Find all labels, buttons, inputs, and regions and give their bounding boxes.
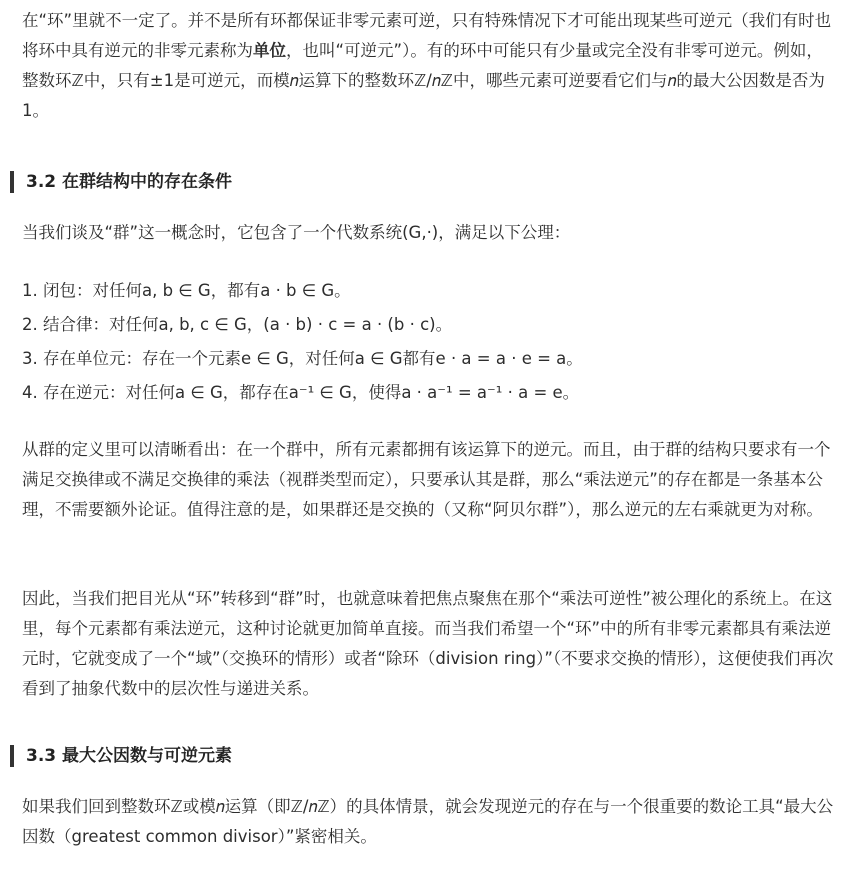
intro-text-1: 在“环”里就不一定了。并不是所有环都保证非零元素可逆，只有特殊情况下才可能出现某些可逆元（我们有时也将环中具有逆元的非零元素称为 — [22, 11, 832, 60]
section-3-2-heading: 3.2 在群结构中的存在条件 — [10, 171, 232, 193]
section-3-3-paragraph: 如果我们回到整数环ℤ或模𝑛运算（即ℤ/𝑛ℤ）的具体情景，就会发现逆元的存在与一个很重要的数论工具“最大公因数（greatest common divisor）”紧密相关。 — [22, 797, 834, 846]
axiom-item-identity: 3. 存在单位元：存在一个元素e ∈ G，对任何a ∈ G都有e · a = a · e = a。 — [22, 349, 583, 368]
intro-text-2: ，也叫“可逆元”）。有的环中可能只有少量或完全没有非零可逆元。例如，整数环ℤ中，只有±1是可逆元，而模𝑛运算下的整数环ℤ/𝑛ℤ中，哪些元素可逆要看它们与𝑛的最大公因数是否为1。 — [22, 41, 825, 120]
intro-bold-term: 单位 — [253, 41, 286, 60]
group-axioms-list — [22, 274, 834, 410]
section-3-2-paragraph-1: 从群的定义里可以清晰看出：在一个群中，所有元素都拥有该运算下的逆元。而且，由于群的结构只要求有一个满足交换律或不满足交换律的乘法（视群类型而定），只要承认其是群，那么“乘法逆元”的存在都是一条基本公理，不需要额外论证。值得注意的是，如果群还是交换的（又称“阿贝尔群”），那么逆元的左右乘就更为对称。 — [22, 440, 831, 519]
axiom-item-inverse: 4. 存在逆元：对任何a ∈ G，都存在a⁻¹ ∈ G，使得a · a⁻¹ = a⁻¹ · a = e。 — [22, 383, 580, 402]
section-3-3-heading: 3.3 最大公因数与可逆元素 — [10, 745, 232, 767]
axiom-item-associativity: 2. 结合律：对任何a, b, c ∈ G，(a · b) · c = a · (b · c)。 — [22, 315, 453, 334]
intro-paragraph — [22, 6, 834, 126]
section-3-2-paragraph-2: 因此，当我们把目光从“环”转移到“群”时，也就意味着把焦点聚焦在那个“乘法可逆性”被公理化的系统上。在这里，每个元素都有乘法逆元，这种讨论就更加简单直接。而当我们希望一个“环”中的所有非零元素都具有乘法逆元时，它就变成了一个“域”（交换环的情形）或者“除环（division ring）”（不要求交换的情形），这便使我们再次看到了抽象代数中的层次性与递进关系。 — [22, 589, 834, 698]
axiom-item-closure: 1. 闭包：对任何a, b ∈ G，都有a · b ∈ G。 — [22, 281, 351, 300]
section-3-2-lead: 当我们谈及“群”这一概念时，它包含了一个代数系统(G,·)，满足以下公理： — [22, 223, 571, 242]
